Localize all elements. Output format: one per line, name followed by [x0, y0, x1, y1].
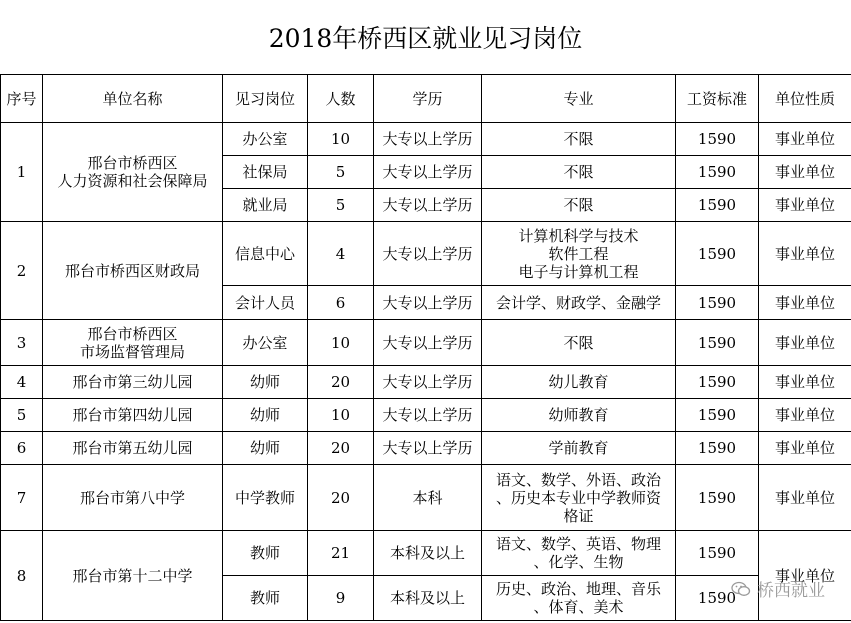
position-cell: 教师 — [223, 576, 308, 621]
salary-cell: 1590 — [676, 286, 759, 320]
wechat-icon — [731, 581, 751, 597]
major-cell: 历史、政治、地理、音乐 、体育、美术 — [482, 576, 676, 621]
nature-cell: 事业单位 — [759, 286, 851, 320]
nature-cell: 事业单位 — [759, 123, 851, 156]
major-cell: 不限 — [482, 189, 676, 222]
nature-cell: 事业单位 — [759, 465, 851, 531]
position-cell: 办公室 — [223, 123, 308, 156]
salary-cell: 1590 — [676, 576, 759, 621]
education-cell: 大专以上学历 — [374, 366, 482, 399]
header-position: 见习岗位 — [223, 75, 308, 123]
seq-cell: 7 — [1, 465, 43, 531]
education-cell: 本科及以上 — [374, 576, 482, 621]
major-cell: 计算机科学与技术 软件工程 电子与计算机工程 — [482, 222, 676, 286]
nature-cell: 事业单位 — [759, 189, 851, 222]
position-cell: 就业局 — [223, 189, 308, 222]
count-cell: 20 — [308, 465, 374, 531]
count-cell: 10 — [308, 123, 374, 156]
header-salary: 工资标准 — [676, 75, 759, 123]
header-education: 学历 — [374, 75, 482, 123]
position-cell: 教师 — [223, 531, 308, 576]
major-cell: 不限 — [482, 156, 676, 189]
nature-cell: 事业单位 — [759, 222, 851, 286]
nature-cell: 事业单位 — [759, 320, 851, 366]
education-cell: 大专以上学历 — [374, 222, 482, 286]
position-cell: 信息中心 — [223, 222, 308, 286]
table-row — [1, 222, 851, 286]
education-cell: 大专以上学历 — [374, 189, 482, 222]
table-row — [1, 399, 851, 432]
seq-cell: 2 — [1, 222, 43, 320]
table-row — [1, 366, 851, 399]
seq-cell: 5 — [1, 399, 43, 432]
major-cell: 幼儿教育 — [482, 366, 676, 399]
count-cell: 20 — [308, 432, 374, 465]
nature-cell: 事业单位 — [759, 156, 851, 189]
position-cell: 办公室 — [223, 320, 308, 366]
education-cell: 本科 — [374, 465, 482, 531]
salary-cell: 1590 — [676, 399, 759, 432]
seq-cell: 4 — [1, 366, 43, 399]
header-row — [1, 75, 851, 123]
header-seq: 序号 — [1, 75, 43, 123]
major-cell: 幼师教育 — [482, 399, 676, 432]
header-count: 人数 — [308, 75, 374, 123]
unit-cell: 邢台市第五幼儿园 — [43, 432, 223, 465]
education-cell: 本科及以上 — [374, 531, 482, 576]
nature-cell: 事业单位 — [759, 366, 851, 399]
seq-cell: 6 — [1, 432, 43, 465]
table-row — [1, 531, 851, 576]
count-cell: 10 — [308, 399, 374, 432]
major-cell: 会计学、财政学、金融学 — [482, 286, 676, 320]
unit-cell: 邢台市桥西区财政局 — [43, 222, 223, 320]
major-cell: 语文、数学、外语、政治 、历史本专业中学教师资 格证 — [482, 465, 676, 531]
seq-cell: 8 — [1, 531, 43, 621]
count-cell: 4 — [308, 222, 374, 286]
salary-cell: 1590 — [676, 123, 759, 156]
count-cell: 6 — [308, 286, 374, 320]
table-row — [1, 320, 851, 366]
salary-cell: 1590 — [676, 156, 759, 189]
position-cell: 社保局 — [223, 156, 308, 189]
count-cell: 5 — [308, 189, 374, 222]
major-cell: 语文、数学、英语、物理 、化学、生物 — [482, 531, 676, 576]
unit-cell: 邢台市第四幼儿园 — [43, 399, 223, 432]
unit-cell: 邢台市第八中学 — [43, 465, 223, 531]
nature-cell: 事业单位 — [759, 399, 851, 432]
table-row — [1, 465, 851, 531]
unit-cell: 邢台市桥西区 人力资源和社会保障局 — [43, 123, 223, 222]
position-cell: 幼师 — [223, 432, 308, 465]
education-cell: 大专以上学历 — [374, 156, 482, 189]
watermark-text: 桥西就业 — [757, 581, 825, 601]
education-cell: 大专以上学历 — [374, 399, 482, 432]
salary-cell: 1590 — [676, 465, 759, 531]
salary-cell: 1590 — [676, 432, 759, 465]
salary-cell: 1590 — [676, 531, 759, 576]
position-cell: 幼师 — [223, 399, 308, 432]
education-cell: 大专以上学历 — [374, 286, 482, 320]
seq-cell: 1 — [1, 123, 43, 222]
major-cell: 不限 — [482, 123, 676, 156]
position-cell: 中学教师 — [223, 465, 308, 531]
count-cell: 9 — [308, 576, 374, 621]
header-major: 专业 — [482, 75, 676, 123]
salary-cell: 1590 — [676, 189, 759, 222]
unit-cell: 邢台市第三幼儿园 — [43, 366, 223, 399]
nature-cell: 事业单位 — [759, 531, 851, 621]
positions-table — [0, 74, 851, 621]
major-cell: 学前教育 — [482, 432, 676, 465]
salary-cell: 1590 — [676, 320, 759, 366]
nature-cell: 事业单位 — [759, 432, 851, 465]
education-cell: 大专以上学历 — [374, 320, 482, 366]
header-nature: 单位性质 — [759, 75, 851, 123]
position-cell: 会计人员 — [223, 286, 308, 320]
count-cell: 5 — [308, 156, 374, 189]
count-cell: 10 — [308, 320, 374, 366]
table-row — [1, 432, 851, 465]
major-cell: 不限 — [482, 320, 676, 366]
position-cell: 幼师 — [223, 366, 308, 399]
unit-cell: 邢台市桥西区 市场监督管理局 — [43, 320, 223, 366]
wechat-watermark — [731, 576, 825, 601]
page-title: 2018年桥西区就业见习岗位 — [268, 24, 583, 53]
count-cell: 20 — [308, 366, 374, 399]
salary-cell: 1590 — [676, 222, 759, 286]
count-cell: 21 — [308, 531, 374, 576]
education-cell: 大专以上学历 — [374, 123, 482, 156]
table-row — [1, 123, 851, 156]
unit-cell: 邢台市第十二中学 — [43, 531, 223, 621]
education-cell: 大专以上学历 — [374, 432, 482, 465]
seq-cell: 3 — [1, 320, 43, 366]
header-unit: 单位名称 — [43, 75, 223, 123]
salary-cell: 1590 — [676, 366, 759, 399]
